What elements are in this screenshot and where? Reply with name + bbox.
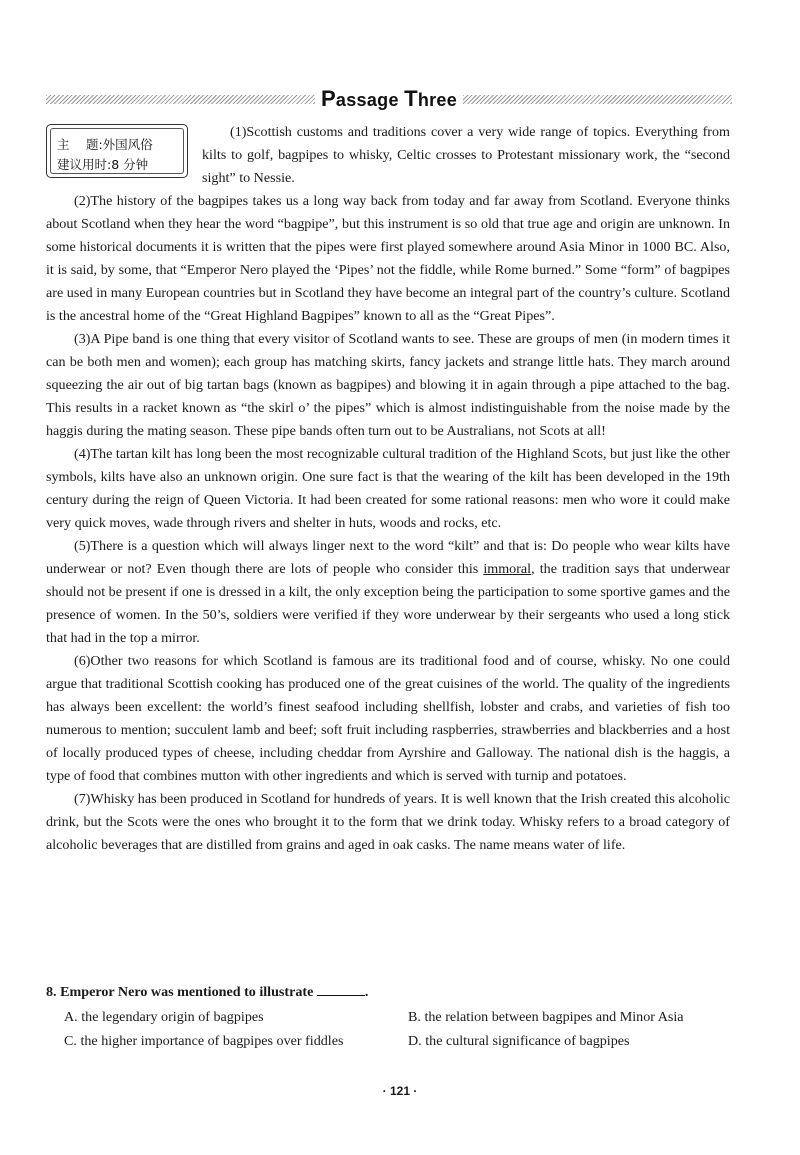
question-stem-end: .: [364, 984, 369, 1000]
paragraph-4: (4)The tartan kilt has long been the most recognizable cultural tradition of the Highland Scots, but just like the other symbols, kilts have also an unknown origin. One sure fact is that the wearing of the kilt has been developed in the 19th century during the reign of Queen Victoria. It had been created for some rational reasons: men who wore it could make very quick moves, wade through rivers and shelter in huts, woods and rocks, etc.: [46, 446, 730, 531]
options-row-2: [64, 1029, 744, 1053]
title-hatch-left: [46, 95, 315, 104]
topic-info-box: [46, 124, 188, 178]
title-hatch-right: [463, 95, 732, 104]
paragraph-3: (3)A Pipe band is one thing that every visitor of Scotland wants to see. These are groups of men (in modern times it can be both men and women); each group has matching skirts, fancy jackets and strange little hats. They march around squeezing the air out of big tartan bags (known as bagpipes) and blowing it in again through a pipe attached to the bag. This results in a racket known as “the skirl o’ the pipes” which is almost indistinguishable from the noise made by the haggis during the mating season. These pipe bands often turn out to be Australians, not Scots at all!: [46, 331, 730, 439]
title-rest-2: hree: [417, 90, 458, 110]
option-a: A. the legendary origin of bagpipes: [64, 1009, 264, 1025]
option-c: C. the higher importance of bagpipes over fiddles: [64, 1033, 344, 1049]
question-stem-text: 8. Emperor Nero was mentioned to illustrate: [46, 984, 317, 1000]
passage-title: [315, 86, 463, 112]
question-8-stem: [46, 983, 730, 1001]
page-number: · 121 ·: [382, 1084, 418, 1098]
option-d: D. the cultural significance of bagpipes: [408, 1033, 630, 1049]
title-first-letter: P: [320, 86, 336, 111]
paragraph-1: [202, 121, 730, 190]
underlined-word: immoral: [483, 561, 532, 577]
paragraph-5: [46, 535, 730, 650]
options-row-1: [64, 1005, 744, 1029]
title-second-letter: T: [404, 86, 418, 111]
paragraph-7: (7)Whisky has been produced in Scotland for hundreds of years. It is well known that the Irish created this alcoholic drink, but the Scots were the ones who brought it to the form that we drink today. Whisky refers to a broad category of alcoholic beverages that are distilled from grains and aged in oak casks. The name means water of life.: [46, 791, 730, 853]
paragraph-5-end: , the tradition says that underwear should not be present if one is dressed in a kilt, the only exception being the participation to some sportive games and the presence of women. In the 50’s, soldiers were verified if they wore underwear by their sergeants who used a long stick that had in the top a mirror.: [46, 561, 730, 646]
question-8-options: [64, 1005, 744, 1053]
passage-title-bar: [46, 84, 732, 114]
passage-body: [46, 190, 730, 857]
option-b: B. the relation between bagpipes and Minor Asia: [408, 1009, 684, 1025]
topic-line: 主 题:外国风俗: [57, 137, 153, 152]
title-rest-1: assage: [335, 90, 405, 110]
suggested-time-line: 建议用时:8 分钟: [57, 157, 149, 172]
paragraph-2: (2)The history of the bagpipes takes us a long way back from today and far away from Scotland. Everyone thinks about Scotland when they hear the word “bagpipe”, but this instrument is so old that true age and origin are unknown. In some historical documents it is written that the pipes were first played somewhere around Asia Minor in 1000 BC. Also, it is said, by some, that “Emperor Nero played the ‘Pipes’ not the fiddle, while Rome burned.” Some “form” of bagpipes are used in many European countries but in Scotland they have become an integral part of the country’s culture. Scotland is the ancestral home of the “Great Highland Bagpipes” known to all as the “Great Pipes”.: [46, 193, 730, 324]
paragraph-5-start: (5)There is a question which will always linger next to the word “kilt” and that is: Do people who wear kilts have underwear or not? Even though there are lots of people who consider this: [46, 538, 730, 577]
paragraph-1-text: (1)Scottish customs and traditions cover a very wide range of topics. Everything from kilts to golf, bagpipes to whisky, Celtic crosses to Protestant missionary work, the “second sight” to Nessie.: [202, 124, 730, 186]
paragraph-6: (6)Other two reasons for which Scotland is famous are its traditional food and of course, whisky. No one could argue that traditional Scottish cooking has produced one of the great cuisines of the world. The quality of the ingredients has always been excellent: the world’s finest seafood including shellfish, lobster and crabs, and varieties of fish too numerous to mention; succulent lamb and beef; soft fruit including raspberries, strawberries and blackberries and a host of locally produced types of cheese, including cheddar from Ayrshire and Galloway. The national dish is the haggis, a type of food that combines mutton with other ingredients and which is served with turnip and potatoes.: [46, 653, 730, 784]
answer-blank: [317, 983, 365, 996]
